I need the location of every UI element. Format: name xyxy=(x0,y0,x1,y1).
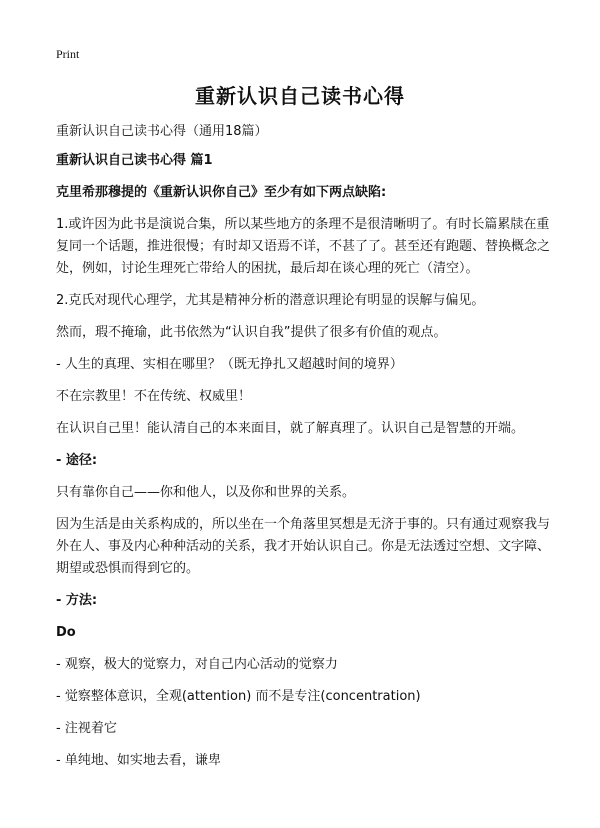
paragraph-in-self: 在认识自己里！能认清自己的本来面目，就了解真理了。认识自己是智慧的开端。 xyxy=(56,421,525,436)
paragraph-not-in: 不在宗教里！不在传统、权威里！ xyxy=(56,389,252,404)
intro-heading: 克里希那穆提的《重新认识你自己》至少有如下两点缺陷: xyxy=(56,185,387,200)
paragraph-path-2: 因为生活是由关系构成的，所以坐在一个角落里冥想是无济于事的。只有通过观察我与外在人、事及内心种种活动的关系，我才开始认识自己。你是无法透过空想、文字障、期望或恐惧而得到它的。 xyxy=(56,517,551,576)
path-heading: - 途径: xyxy=(56,453,98,468)
method-item-4: - 单纯地、如实地去看，谦卑 xyxy=(56,753,221,768)
paragraph-however: 然而，瑕不掩瑜，此书依然为“认识自我”提供了很多有价值的观点。 xyxy=(56,325,447,340)
do-heading: Do xyxy=(56,625,76,640)
method-item-2: - 觉察整体意识，全观(attention) 而不是专注(concentration) xyxy=(56,689,421,704)
paragraph-point-1: 1.或许因为此书是演说合集，所以某些地方的条理不是很清晰明了。有时长篇累牍在重复同一个话题，推进很慢；有时却又语焉不详，不甚了了。甚至还有跑题、替换概念之处，例如，讨论生理死亡带给人的困扰，最后却在谈心理的死亡（清空）。 xyxy=(56,217,551,276)
paragraph-path-1: 只有靠你自己——你和他人，以及你和世界的关系。 xyxy=(56,485,356,500)
paragraph-point-2: 2.克氏对现代心理学，尤其是精神分析的潜意识理论有明显的误解与偏见。 xyxy=(56,293,485,308)
page-title: 重新认识自己读书心得 xyxy=(195,84,405,108)
print-link[interactable]: Print xyxy=(56,47,80,61)
method-item-1: - 观察，极大的觉察力，对自己内心活动的觉察力 xyxy=(56,657,338,672)
paragraph-truth-question: - 人生的真理、实相在哪里？（既无挣扎又超越时间的境界） xyxy=(56,357,403,372)
section-heading: 重新认识自己读书心得 篇1 xyxy=(56,153,213,168)
page-subtitle: 重新认识自己读书心得（通用18篇） xyxy=(56,124,268,139)
method-heading: - 方法: xyxy=(56,593,98,608)
method-item-3: - 注视着它 xyxy=(56,721,117,736)
article-body xyxy=(56,150,556,782)
